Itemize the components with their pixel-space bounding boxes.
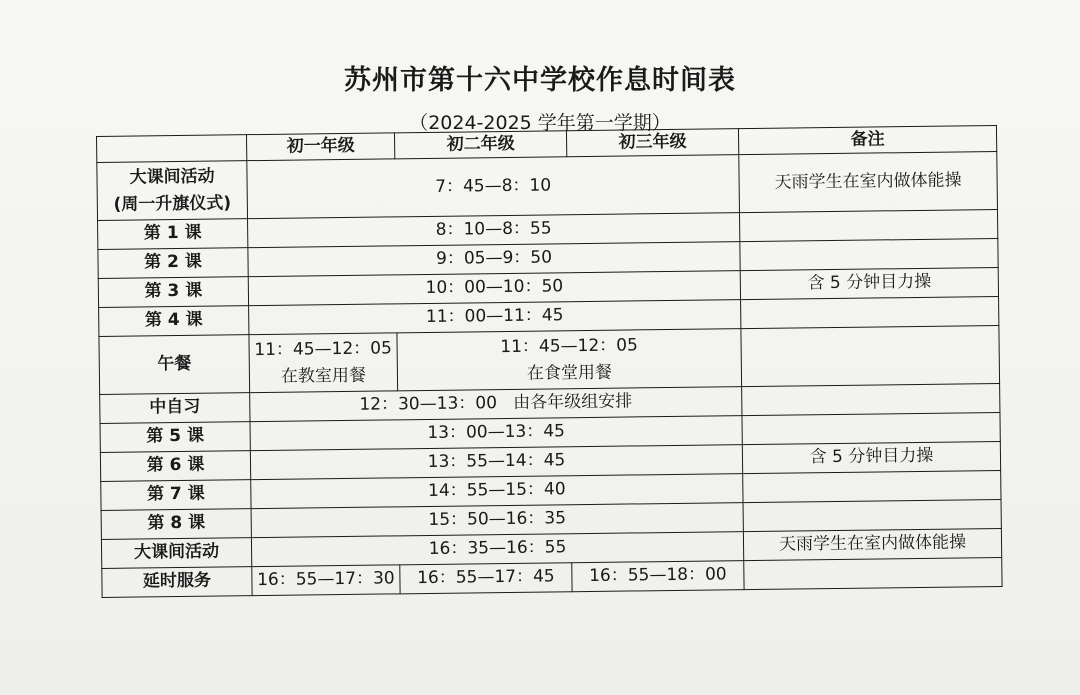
header-corner (97, 135, 247, 163)
lunch-grade1-time: 11：45—12：05 (254, 338, 393, 361)
row-label: 第 2 课 (98, 248, 248, 279)
row-label: 第 4 课 (99, 306, 249, 337)
row-label (97, 161, 248, 221)
schedule-table (96, 125, 1003, 598)
row-label: 第 3 课 (98, 277, 248, 308)
row-label: 第 1 课 (98, 219, 248, 250)
row-label: 第 5 课 (100, 422, 250, 453)
row-note: 天雨学生在室内做体能操 (743, 528, 1001, 560)
row-note (741, 296, 999, 328)
nap-text: 由各年级组安排 (513, 391, 633, 414)
header-grade2: 初二年级 (394, 131, 566, 159)
row-label: 午餐 (99, 335, 250, 395)
row-time: 10：00—10：50 (248, 271, 740, 306)
row-time: 11：00—11：45 (249, 300, 741, 335)
row-note (739, 209, 997, 241)
row-time: 15：50—16：35 (251, 503, 743, 538)
row-label: 中自习 (100, 393, 250, 424)
row-note: 天雨学生在室内做体能操 (739, 151, 998, 212)
row-label: 第 7 课 (101, 480, 251, 511)
row-note: 含 5 分钟目力操 (742, 441, 1000, 473)
row-time: 7：45—8：10 (247, 155, 740, 219)
row-note (743, 499, 1001, 531)
row-label: 第 6 课 (100, 451, 250, 482)
header-grade1: 初一年级 (246, 133, 394, 161)
row-label: 大课间活动 (101, 538, 251, 569)
row-time: 13：00—13：45 (250, 416, 742, 451)
lunch-grade23-cell (397, 329, 742, 391)
nap-time: 12：30—13：00 (359, 393, 498, 416)
lunch-grade23-place: 在食堂用餐 (526, 362, 613, 384)
row-time: 14：55—15：40 (251, 474, 743, 509)
row-note (740, 238, 998, 270)
row-note (743, 470, 1001, 502)
row-label-line1: 大课间活动 (129, 166, 215, 188)
document-subtitle: （2024-2025 学年第一学期） (409, 112, 671, 134)
row-note (742, 383, 1000, 415)
lunch-grade23-time: 11：45—12：05 (500, 335, 638, 358)
row-time: 9：05—9：50 (248, 242, 740, 277)
row-label: 第 8 课 (101, 509, 251, 540)
service-grade3-time: 16：55—18：00 (572, 561, 744, 592)
service-grade1-time: 16：55—17：30 (252, 565, 400, 596)
service-grade2-time: 16：55—17：45 (400, 563, 572, 594)
schedule-table-wrapper (96, 125, 1003, 598)
row-note (742, 412, 1000, 444)
row-time: 13：55—14：45 (250, 445, 742, 480)
row-note: 含 5 分钟目力操 (740, 267, 998, 299)
table-row (97, 151, 998, 220)
row-time: 8：10—8：55 (248, 213, 740, 248)
row-time: 16：35—16：55 (251, 532, 743, 567)
header-notes: 备注 (738, 125, 996, 154)
row-note (741, 325, 1000, 386)
row-note (744, 557, 1002, 589)
row-label-line2: (周一升旗仪式) (113, 192, 232, 215)
header-grade3: 初三年级 (566, 129, 738, 157)
lunch-grade1-place: 在教室用餐 (280, 365, 367, 387)
row-label: 延时服务 (102, 567, 252, 598)
document-title: 苏州市第十六中学校作息时间表 (344, 65, 736, 96)
lunch-grade1-cell (249, 333, 398, 393)
